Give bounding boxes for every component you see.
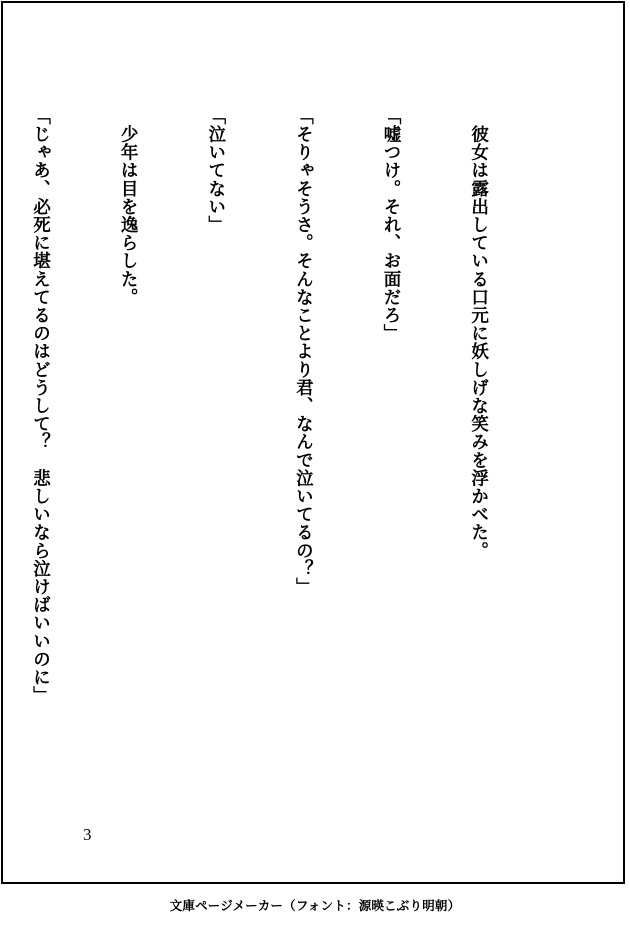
text-line: 少年は目を逸らした。 xyxy=(118,107,139,307)
page-frame xyxy=(1,1,625,884)
text-line: 「泣いてない」 xyxy=(205,107,226,234)
text-line: 彼女は露出している口元に妖しげな笑みを浮かべた。 xyxy=(468,107,489,560)
text-line: 「嘘つけ。それ、お面だろ」 xyxy=(380,107,401,343)
footer-caption: 文庫ページメーカー（フォント：源暎こぶり明朝） xyxy=(169,898,461,913)
text-line: 「そりゃそうさ。そんなことより君、なんで泣いてるの？」 xyxy=(293,107,314,596)
vertical-text-body xyxy=(0,107,551,807)
text-line: 「じゃあ、必死に堪えてるのはどうして？ 悲しいなら泣けばいいのに」 xyxy=(30,107,51,705)
page-number: 3 xyxy=(83,825,92,844)
